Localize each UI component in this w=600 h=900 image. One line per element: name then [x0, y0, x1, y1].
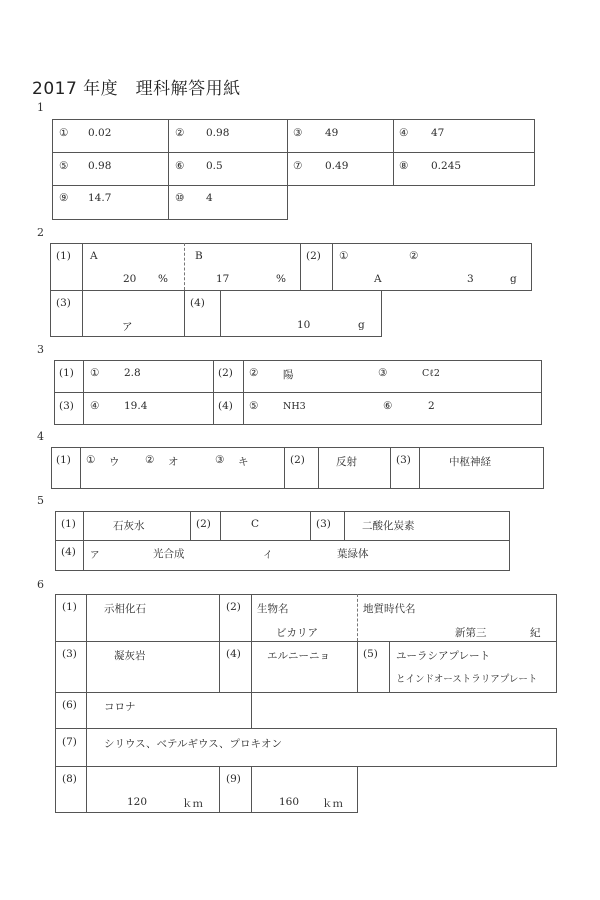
q1-s1-label: ①	[86, 454, 96, 466]
q4-sub5-label: ⑤	[249, 400, 259, 412]
q4-sub5-value: NH3	[283, 401, 306, 412]
q8-unit: ｋｍ	[182, 798, 203, 810]
section-1-number: 1	[37, 101, 44, 114]
q3-value: 中枢神経	[449, 456, 491, 468]
q2-label: (2)	[290, 454, 305, 466]
divider	[300, 243, 301, 290]
q4-a-label: ア	[90, 550, 100, 561]
divider	[310, 511, 311, 540]
q2-value: C	[251, 518, 260, 530]
q9-unit: ｋｍ	[322, 798, 343, 810]
item-9-value: 14.7	[88, 192, 112, 204]
divider	[190, 511, 191, 540]
q3-label: (3)	[396, 454, 411, 466]
divider	[86, 728, 87, 767]
q1-value: 2.8	[124, 367, 141, 379]
q2-sub1-label: ①	[339, 250, 349, 262]
q4-b-value: 葉緑体	[337, 548, 369, 560]
divider	[52, 152, 535, 153]
divider	[220, 290, 221, 337]
q2-label: (2)	[218, 367, 233, 379]
q6-value: コロナ	[104, 701, 136, 713]
q1-label: (1)	[56, 454, 71, 466]
q7-label: (7)	[62, 736, 77, 748]
q4-label: (4)	[218, 400, 233, 412]
item-6-label: ⑥	[175, 160, 185, 172]
item-9-label: ⑨	[59, 192, 69, 204]
q2-era-value: 新第三	[455, 627, 487, 639]
q3-sub-label: ④	[90, 400, 100, 412]
page-title: 2017 年度 理科解答用紙	[32, 79, 241, 99]
q4-sub6-label: ⑥	[383, 400, 393, 412]
section-5-number: 5	[37, 494, 44, 507]
dashed-divider	[184, 243, 185, 290]
q3-value: ア	[122, 321, 133, 333]
divider	[86, 594, 87, 693]
divider	[332, 243, 333, 290]
q2-organism-heading: 生物名	[257, 603, 289, 615]
q1-sub-label: ①	[90, 367, 100, 379]
divider	[86, 766, 87, 813]
item-7-value: 0.49	[325, 160, 349, 172]
divider	[55, 540, 510, 541]
section-2-number: 2	[37, 226, 44, 239]
q1-a-label: A	[90, 250, 98, 262]
q4-unit: g	[358, 319, 365, 331]
q2-sub2-label: ②	[409, 250, 419, 262]
divider	[357, 641, 358, 693]
divider	[389, 641, 390, 693]
divider	[83, 360, 84, 425]
section-3-number: 3	[37, 343, 44, 356]
q1-value: 石灰水	[113, 520, 145, 532]
item-10-label: ⑩	[175, 192, 185, 204]
q9-value: 160	[279, 796, 300, 808]
q8-label: (8)	[62, 773, 77, 785]
dashed-divider	[357, 594, 358, 641]
q1-a-unit: %	[158, 273, 168, 285]
q1-s3-value: キ	[238, 456, 249, 468]
divider	[55, 641, 557, 642]
q2-value: 反射	[336, 456, 357, 468]
divider	[344, 511, 345, 540]
item-2-label: ②	[175, 127, 185, 139]
item-3-value: 49	[325, 127, 339, 139]
divider	[393, 119, 394, 186]
q2-era-unit: 紀	[530, 627, 541, 639]
q3-value: 二酸化炭素	[362, 520, 415, 532]
divider	[80, 447, 81, 489]
divider	[251, 594, 252, 693]
section-4-number: 4	[37, 430, 44, 443]
q2-organism-value: ビカリア	[276, 627, 318, 639]
q2-sub3-value: Cℓ2	[422, 368, 440, 379]
item-3-label: ③	[293, 127, 303, 139]
q5-line1: ユーラシアプレート	[396, 650, 491, 662]
section-2-grid-bottom	[50, 290, 382, 337]
q6-label: (6)	[62, 699, 77, 711]
divider	[287, 119, 288, 186]
q1-label: (1)	[61, 518, 76, 530]
q2-sub2-unit: g	[510, 273, 517, 285]
divider	[213, 360, 214, 425]
q4-b-label: イ	[263, 550, 273, 561]
q1-label: (1)	[62, 601, 77, 613]
q2-label: (2)	[226, 601, 241, 613]
q1-s2-label: ②	[145, 454, 155, 466]
q4-sub6-value: 2	[428, 400, 435, 412]
q1-value: 示相化石	[104, 603, 146, 615]
item-7-label: ⑦	[293, 160, 303, 172]
q1-label: (1)	[59, 367, 74, 379]
item-4-value: 47	[431, 127, 445, 139]
q3-value: 19.4	[124, 400, 148, 412]
item-1-label: ①	[59, 127, 69, 139]
q2-sub2-value: 3	[467, 273, 474, 285]
q1-s3-label: ③	[215, 454, 225, 466]
q9-label: (9)	[226, 773, 241, 785]
divider	[83, 511, 84, 571]
q2-sub1-value: A	[374, 273, 382, 285]
q4-value: 10	[297, 319, 311, 331]
item-2-value: 0.98	[206, 127, 230, 139]
q3-value: 凝灰岩	[114, 650, 146, 662]
q1-label: (1)	[56, 250, 71, 262]
divider	[220, 511, 221, 540]
divider	[251, 766, 252, 813]
divider	[86, 692, 87, 729]
divider	[284, 447, 285, 489]
section-6-grid-row5	[55, 766, 358, 813]
q1-b-value: 17	[216, 273, 230, 285]
q3-label: (3)	[62, 648, 77, 660]
q1-s2-value: オ	[168, 456, 179, 468]
item-5-value: 0.98	[88, 160, 112, 172]
q1-s1-value: ウ	[109, 456, 120, 468]
item-4-label: ④	[399, 127, 409, 139]
section-6-number: 6	[37, 578, 44, 591]
q3-label: (3)	[316, 518, 331, 530]
q4-label: (4)	[190, 297, 205, 309]
divider	[219, 766, 220, 813]
section-6-grid-row3	[55, 692, 252, 729]
q4-label: (4)	[226, 648, 241, 660]
q4-a-value: 光合成	[153, 548, 185, 560]
item-5-label: ⑤	[59, 160, 69, 172]
divider	[82, 243, 83, 337]
q4-label: (4)	[61, 546, 76, 558]
q1-b-unit: %	[276, 273, 286, 285]
q2-sub3-label: ③	[378, 367, 388, 379]
q5-line2: とインドオーストラリアプレート	[396, 674, 538, 685]
q2-label: (2)	[306, 250, 321, 262]
item-6-value: 0.5	[206, 160, 223, 172]
q2-sub2-value: 陽	[283, 369, 294, 381]
item-10-value: 4	[206, 192, 213, 204]
item-8-value: 0.245	[431, 160, 462, 172]
divider	[184, 290, 185, 337]
q2-era-heading: 地質時代名	[363, 603, 416, 615]
divider	[419, 447, 420, 489]
divider	[243, 360, 244, 425]
q5-label: (5)	[363, 648, 378, 660]
item-8-label: ⑧	[399, 160, 409, 172]
q3-label: (3)	[59, 400, 74, 412]
q4-value: エルニーニョ	[267, 650, 330, 662]
q1-b-label: B	[195, 250, 203, 262]
divider	[54, 392, 542, 393]
q2-sub2-label: ②	[249, 367, 259, 379]
divider	[318, 447, 319, 489]
item-1-value: 0.02	[88, 127, 112, 139]
q2-label: (2)	[196, 518, 211, 530]
q8-value: 120	[127, 796, 148, 808]
divider	[390, 447, 391, 489]
q7-value: シリウス、ベテルギウス、プロキオン	[104, 738, 282, 750]
divider	[168, 119, 169, 220]
divider	[219, 594, 220, 693]
q3-label: (3)	[56, 297, 71, 309]
q1-a-value: 20	[123, 273, 137, 285]
